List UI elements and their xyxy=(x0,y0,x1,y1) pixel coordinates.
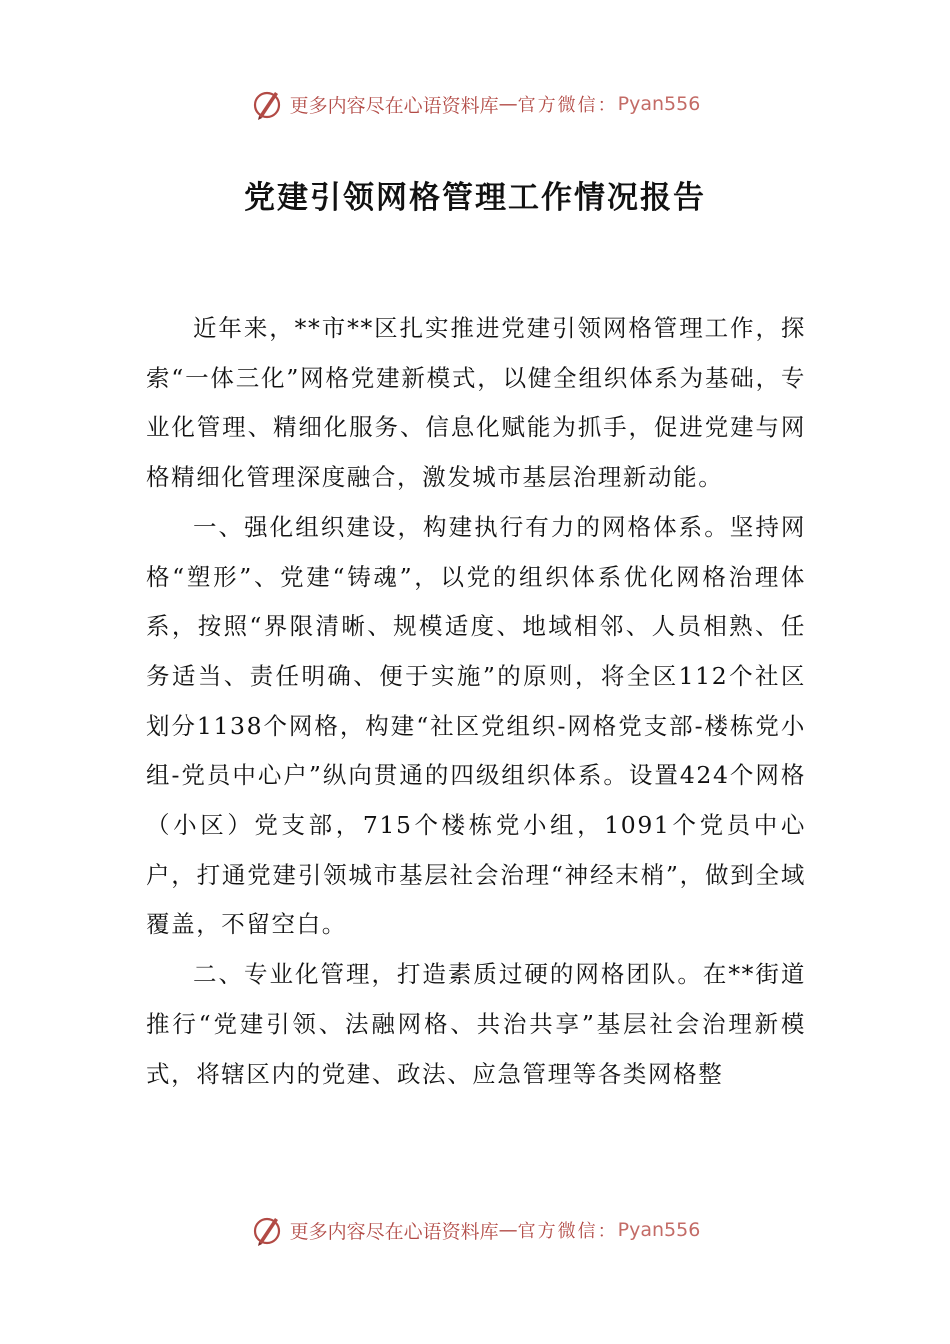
banner-text: 更多内容尽在心语资料库 xyxy=(289,1220,499,1243)
banner-official-label: 官方微信： xyxy=(517,95,618,116)
document-title: 党建引领网格管理工作情况报告 xyxy=(244,180,706,216)
paragraph-intro: 近年来，**市**区扎实推进党建引领网格管理工作，探索“一体三化”网格党建新模式，以健全组织体系为基础，专业化管理、精细化服务、信息化赋能为抓手，促进党建与网格精细化管理深度融合，激发城市基层治理新动能。 xyxy=(146,314,806,492)
banner-text: 更多内容尽在心语资料库 xyxy=(289,94,499,117)
banner-wechat-id: Pyan556 xyxy=(617,1219,701,1241)
paragraph-section-1: 一、强化组织建设，构建执行有力的网格体系。坚持网格“塑形”、党建“铸魂”，以党的组织体系优化网格治理体系，按照“界限清晰、规模适度、地域相邻、人员相熟、任务适当、责任明确、便于实施”的原则，将全区112个社区划分1138个网格，构建“社区党组织-网格党支部-楼栋党小组-党员中心户”纵向贯通的四级组织体系。设置424个网格（小区）党支部，715个楼栋党小组，1091个党员中心户，打通党建引领城市基层社会治理“神经末梢”，做到全域覆盖，不留空白。 xyxy=(146,512,806,939)
pen-circle-logo-icon xyxy=(250,1212,286,1248)
banner-dash: — xyxy=(498,1219,518,1241)
document-body xyxy=(146,304,806,1099)
banner-wechat-id: Pyan556 xyxy=(617,93,701,115)
footer-banner xyxy=(0,1210,950,1250)
banner-official-label: 官方微信： xyxy=(517,1221,618,1242)
header-banner xyxy=(0,84,950,124)
paragraph-section-2: 二、专业化管理，打造素质过硬的网格团队。在**街道推行“党建引领、法融网格、共治共享”基层社会治理新模式，将辖区内的党建、政法、应急管理等各类网格整 xyxy=(146,960,806,1088)
banner-dash: — xyxy=(498,93,518,115)
pen-circle-logo-icon xyxy=(250,86,286,122)
